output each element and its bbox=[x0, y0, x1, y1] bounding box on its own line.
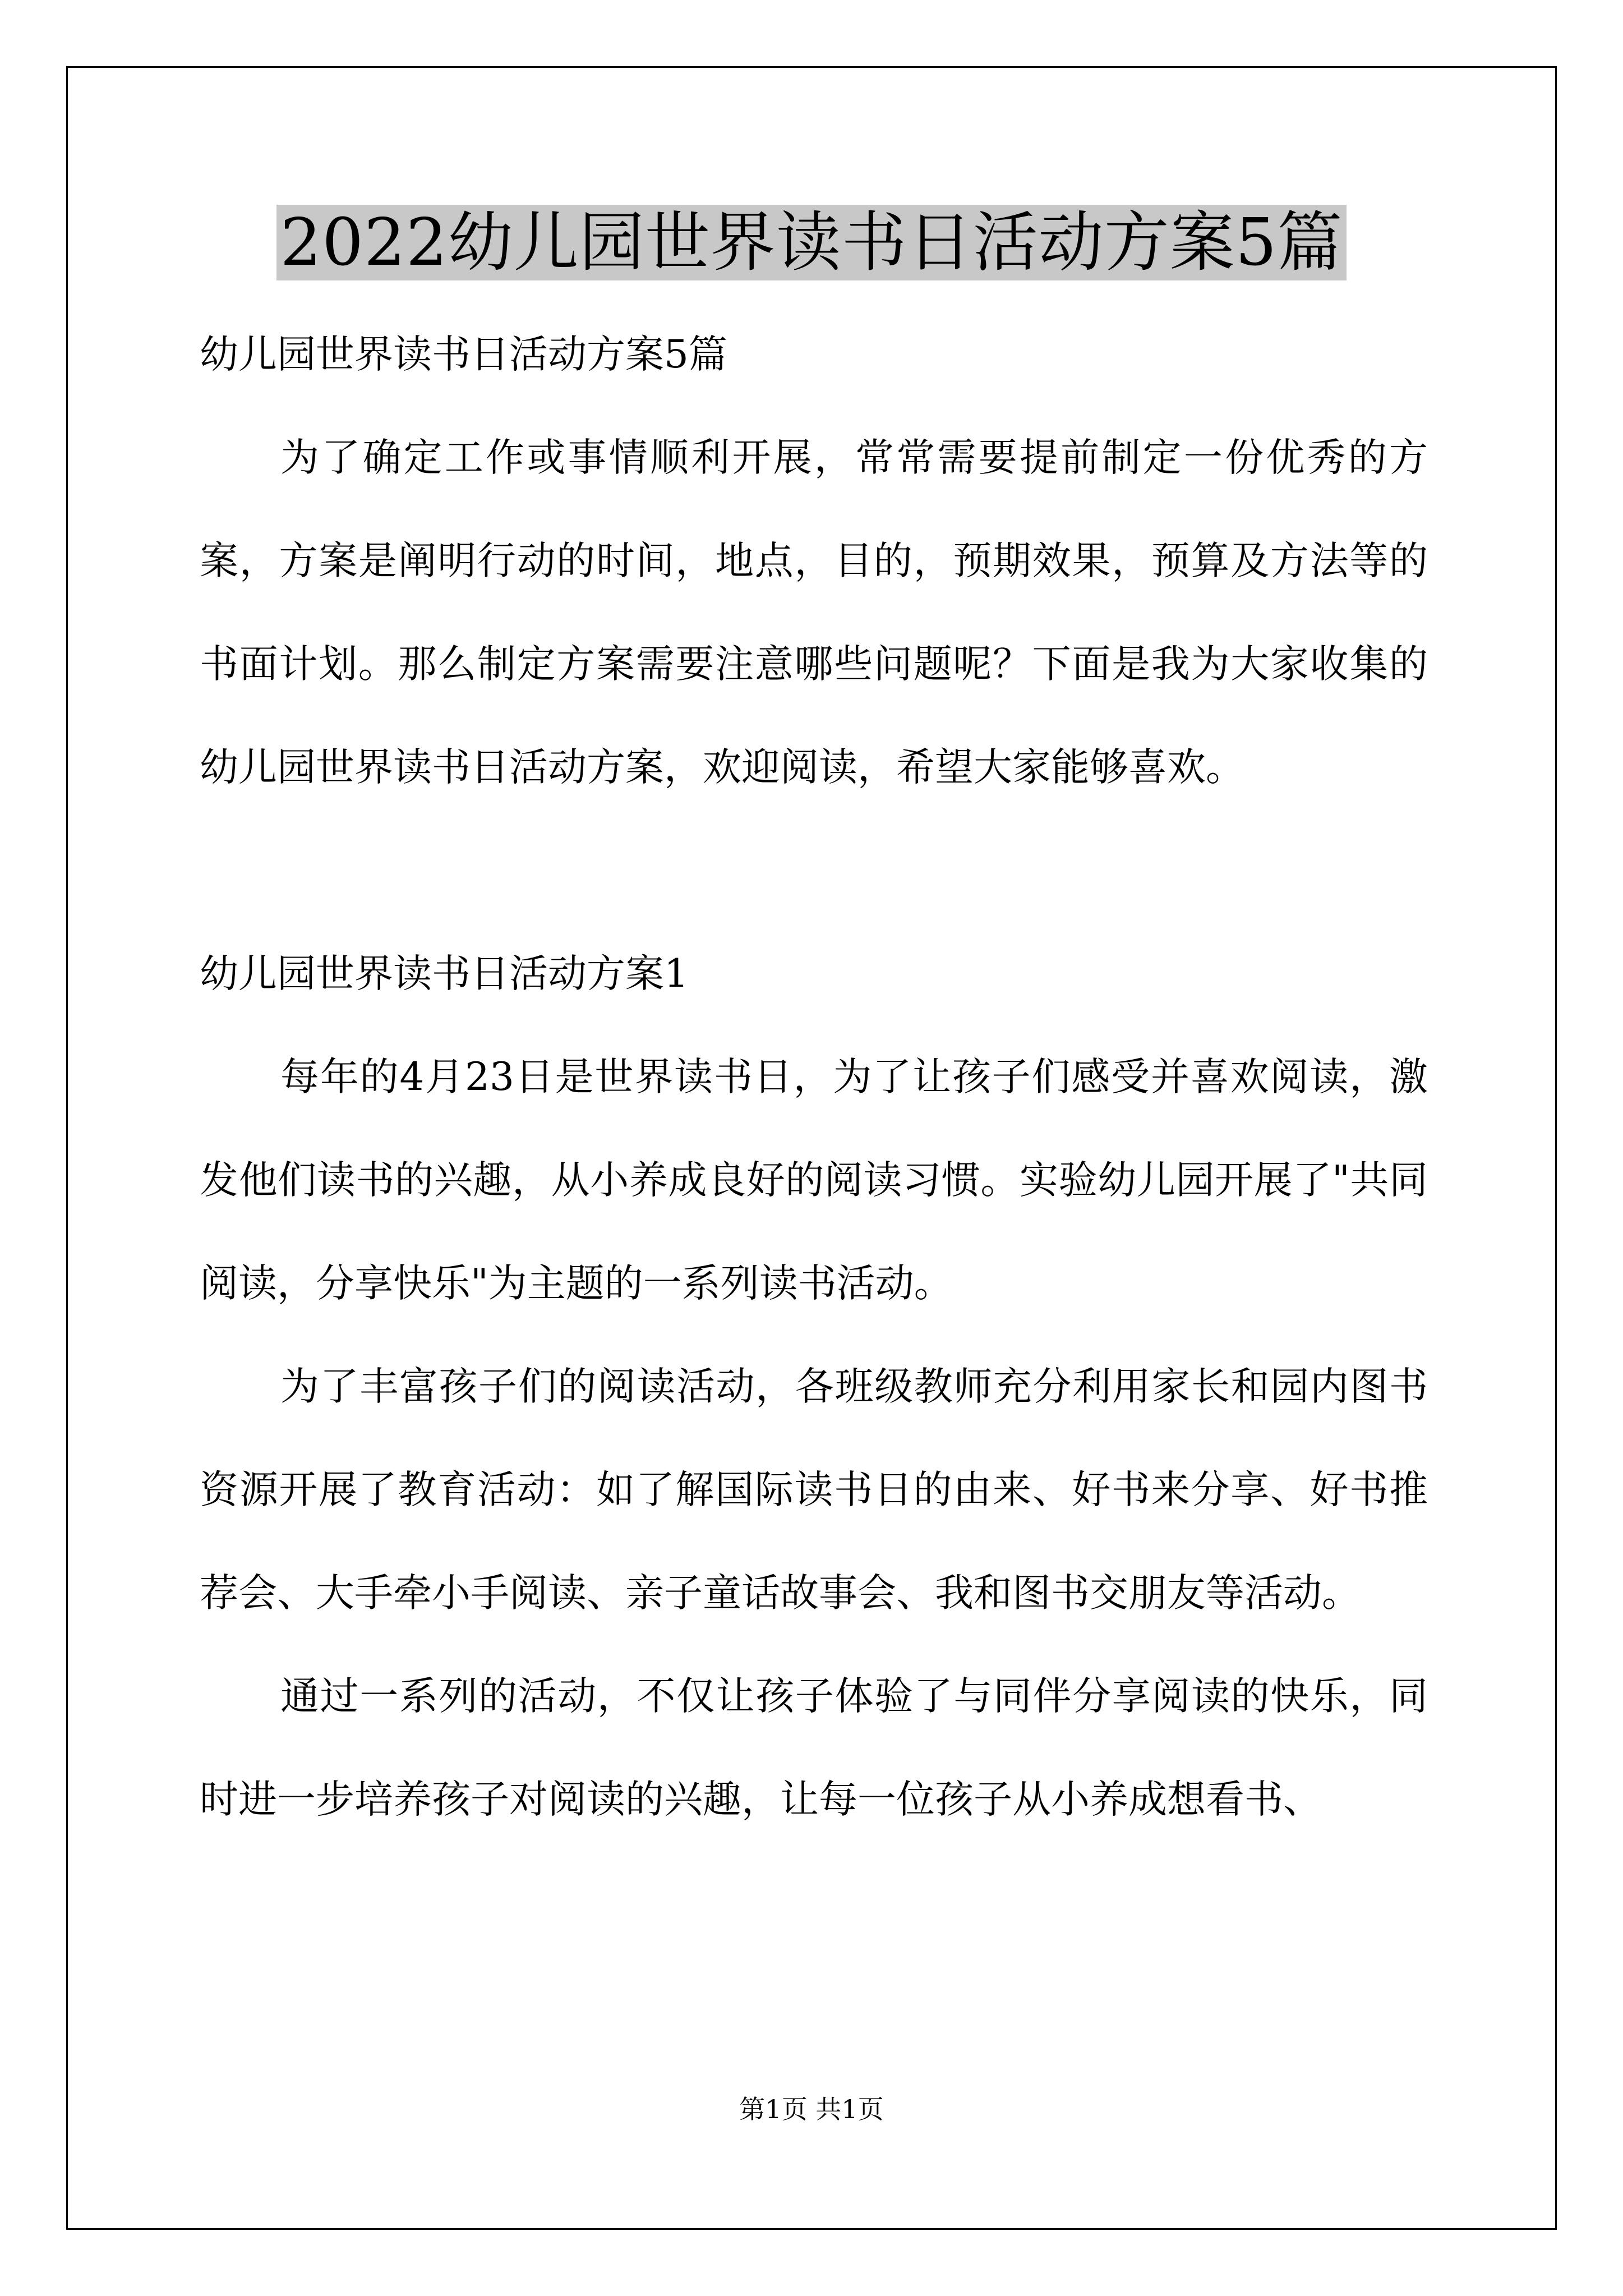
intro-paragraph: 为了确定工作或事情顺利开展，常常需要提前制定一份优秀的方案，方案是阐明行动的时间，地点，目的，预期效果，预算及方法等的书面计划。那么制定方案需要注意哪些问题呢？下面是我为大家收集的幼儿园世界读书日活动方案，欢迎阅读，希望大家能够喜欢。 bbox=[200, 435, 1428, 790]
document-body bbox=[200, 303, 1428, 1851]
subtitle-paragraph: 幼儿园世界读书日活动方案5篇 bbox=[200, 332, 727, 377]
body-paragraph: 每年的4月23日是世界读书日，为了让孩子们感受并喜欢阅读，激发他们读书的兴趣，从小养成良好的阅读习惯。实验幼儿园开展了"共同阅读，分享快乐"为主题的一系列读书活动。 bbox=[200, 1055, 1428, 1306]
body-paragraph: 为了丰富孩子们的阅读活动，各班级教师充分利用家长和园内图书资源开展了教育活动：如了解国际读书日的由来、好书来分享、好书推荐会、大手牵小手阅读、亲子童话故事会、我和图书交朋友等活动。 bbox=[200, 1364, 1428, 1616]
document-title-text: 2022幼儿园世界读书日活动方案5篇 bbox=[276, 205, 1346, 280]
page-footer: 第1页 共1页 bbox=[739, 2094, 884, 2124]
section-heading: 幼儿园世界读书日活动方案1 bbox=[200, 951, 689, 996]
body-paragraph: 通过一系列的活动，不仅让孩子体验了与同伴分享阅读的快乐，同时进一步培养孩子对阅读的兴趣，让每一位孩子从小养成想看书、 bbox=[200, 1674, 1428, 1822]
document-title bbox=[0, 201, 1623, 285]
